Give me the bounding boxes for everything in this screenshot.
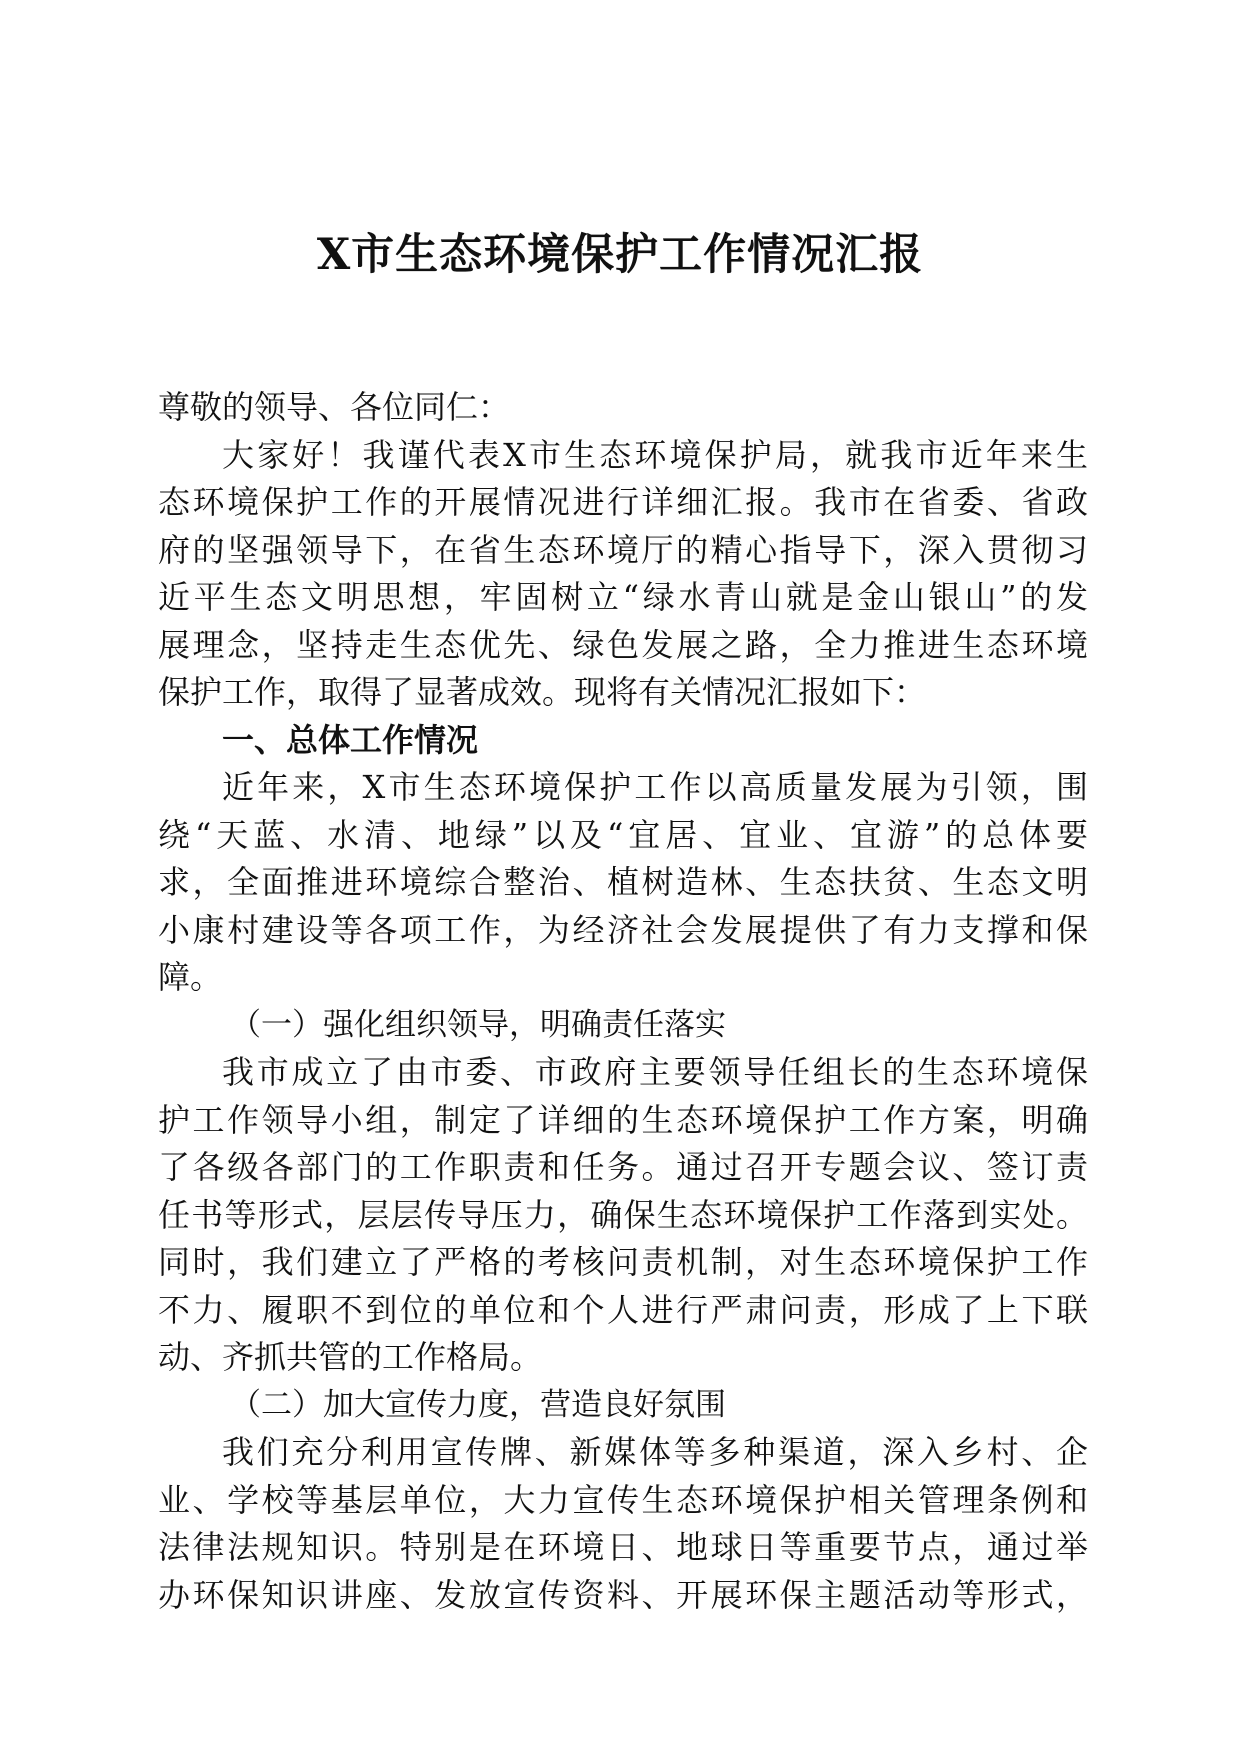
salutation: 尊敬的领导、各位同仁： bbox=[158, 388, 511, 426]
paragraph-line: 动、齐抓共管的工作格局。 bbox=[158, 1338, 543, 1376]
paragraph-line: 同时，我们建立了严格的考核问责机制，对生态环境保护工作 bbox=[158, 1243, 1088, 1281]
paragraph-line: 态环境保护工作的开展情况进行详细汇报。我市在省委、省政 bbox=[158, 483, 1088, 521]
paragraph-line: 展理念，坚持走生态优先、绿色发展之路，全力推进生态环境 bbox=[158, 625, 1088, 664]
paragraph-line: 大家好！我谨代表X市生态环境保护局，就我市近年来生 bbox=[222, 435, 1088, 474]
paragraph-line: 法律法规知识。特别是在环境日、地球日等重要节点，通过举 bbox=[158, 1528, 1088, 1566]
paragraph-line: 业、学校等基层单位，大力宣传生态环境保护相关管理条例和 bbox=[158, 1480, 1088, 1519]
paragraph-line: 护工作领导小组，制定了详细的生态环境保护工作方案，明确 bbox=[158, 1100, 1088, 1139]
paragraph-line: 我们充分利用宣传牌、新媒体等多种渠道，深入乡村、企 bbox=[222, 1433, 1088, 1471]
document-body bbox=[158, 384, 1088, 1619]
paragraph-line: 小康村建设等各项工作，为经济社会发展提供了有力支撑和保 bbox=[158, 910, 1088, 949]
paragraph-line: 近平生态文明思想，牢固树立“绿水青山就是金山银山”的发 bbox=[158, 578, 1088, 616]
paragraph-line: 不力、履职不到位的单位和个人进行严肃问责，形成了上下联 bbox=[158, 1290, 1088, 1329]
paragraph-line: 任书等形式，层层传导压力，确保生态环境保护工作落到实处。 bbox=[158, 1195, 1088, 1234]
paragraph-line: 保护工作，取得了显著成效。现将有关情况汇报如下： bbox=[158, 673, 927, 711]
paragraph-line: 近年来，X市生态环境保护工作以高质量发展为引领，围 bbox=[222, 768, 1088, 806]
paragraph-line: 府的坚强领导下，在省生态环境厅的精心指导下，深入贯彻习 bbox=[158, 530, 1088, 569]
paragraph-line: 办环保知识讲座、发放宣传资料、开展环保主题活动等形式， bbox=[158, 1575, 1088, 1614]
paragraph-line: 了各级各部门的工作职责和任务。通过召开专题会议、签订责 bbox=[158, 1148, 1088, 1186]
paragraph-line: 我市成立了由市委、市政府主要领导任组长的生态环境保 bbox=[222, 1053, 1088, 1091]
paragraph-line: 绕“天蓝、水清、地绿”以及“宜居、宜业、宜游”的总体要 bbox=[158, 815, 1088, 854]
paragraph-line: 障。 bbox=[158, 958, 223, 996]
subsection-heading: （一）强化组织领导，明确责任落实 bbox=[230, 1006, 726, 1043]
subsection-heading: （二）加大宣传力度，营造良好氛围 bbox=[230, 1386, 726, 1423]
paragraph-line: 求，全面推进环境综合整治、植树造林、生态扶贫、生态文明 bbox=[158, 863, 1088, 901]
section-heading: 一、总体工作情况 bbox=[222, 720, 479, 759]
document-title: X市生态环境保护工作情况汇报 bbox=[316, 230, 924, 280]
